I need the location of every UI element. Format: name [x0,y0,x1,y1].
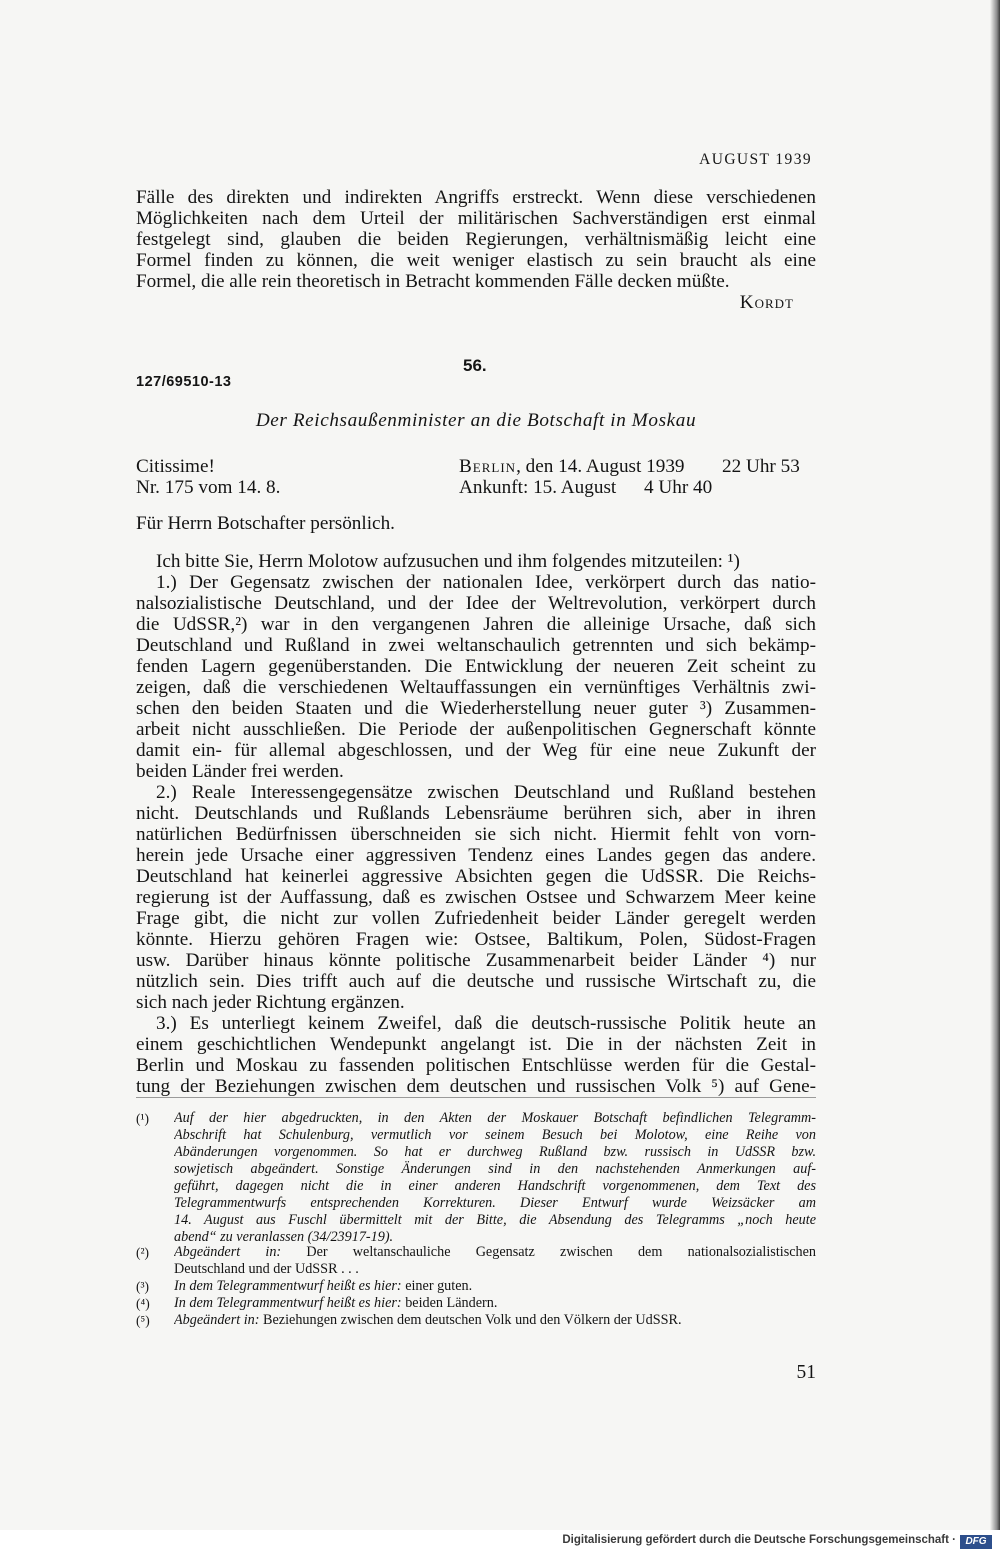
footnote-text: Der weltanschauliche Gegensatz zwischen dem nationalsozialistischen [281,1244,816,1260]
footnote-2 [136,1244,816,1278]
salutation: Für Herrn Botschafter persönlich. [136,513,395,534]
text-line: einem geschichtlichen Wendepunkt angelangt ist. Die in der nächsten Zeit in [136,1034,816,1055]
text-line: 1.) Der Gegensatz zwischen der nationalen Idee, verkörpert durch das natio- [156,572,816,593]
received-time: 4 Uhr 40 [644,477,713,498]
text-line: tung der Beziehungen zwischen dem deutschen und russischen Volk ⁵) auf Gene- [136,1076,816,1097]
footnote-line: Telegrammentwurfs entsprechenden Korrekturen. Dieser Entwurf wurde Weizsäcker am [174,1195,816,1211]
text-line: sich nach jeder Richtung ergänzen. [136,992,405,1013]
text-line: Deutschland hat keinerlei aggressive Absichten gegen die UdSSR. Die Reichs- [136,866,816,887]
text-line: fenden Lagern gegenüberstanden. Die Entwicklung der neueren Zeit scheint zu [136,656,816,677]
text-line: Fälle des direkten und indirekten Angriffs erstreckt. Wenn diese verschiedenen [136,187,816,208]
footnote-line: Abschrift hat Schulenburg, vermutlich vor seinem Besuch bei Molotow, eine Reihe von [174,1127,816,1143]
footnote-number: (⁵) [136,1313,150,1328]
telegram-body [136,551,816,1097]
footnote-line: geführt, dagegen nicht die in einer anderen Handschrift vorgenommenen, dem Text des [174,1178,816,1194]
priority-mark: Citissime! [136,456,215,477]
footnote-line [174,1312,816,1329]
running-head: AUGUST 1939 [699,151,812,168]
footnote-line: sowjetisch abgeändert. Sonstige Änderungen sind in den nachstehenden Anmerkungen auf- [174,1161,816,1177]
footnote-line: Abänderungen vorgenommen. So hat er durchweg Rußland bzw. russisch in UdSSR bzw. [174,1144,816,1160]
footnote-label: Abgeändert in: [174,1244,282,1260]
text-line: damit ein- für allemal abgeschlossen, und der Weg für eine neue Zukunft der [136,740,816,761]
footnote-number: (¹) [136,1111,150,1126]
text-line: schen den beiden Staaten und die Wiederherstellung neuer guter ³) Zusammen- [136,698,816,719]
footnote-line: 14. August aus Fuschl übermittelt mit der Bitte, die Absendung des Telegramms „noch heute [174,1212,816,1228]
text-line: Möglichkeiten nach dem Urteil der militärischen Sachverständigen erst einmal [136,208,816,229]
file-reference: 127/69510-13 [136,374,232,390]
document-title: Der Reichsaußenminister an die Botschaft in Moskau [255,410,697,431]
footnote-label: In dem Telegrammentwurf heißt es hier: [174,1278,402,1294]
text-line: natürlichen Bedürfnissen überschneiden sie sich nicht. Hiermit fehlt von vorn- [136,824,816,845]
page-edge-shadow [990,0,1000,1530]
text-line: Ich bitte Sie, Herrn Molotow aufzusuchen und ihm folgendes mitzuteilen: ¹) [156,551,740,572]
footnote-5 [136,1312,816,1329]
credit-text: Digitalisierung gefördert durch die Deutsche Forschungsgemeinschaft · [562,1534,956,1546]
sent-date [459,456,685,477]
text-line: beiden Länder frei werden. [136,761,344,782]
text-line: nützlich sein. Dies trifft auch auf die deutsche und russische Wirtschaft zu, die [136,971,816,992]
text-line: Formel, die alle rein theoretisch in Betracht kommenden Fälle decken müßte. [136,271,730,292]
footnote-label: Abgeändert in: [174,1312,260,1328]
text-line: könnte. Hierzu gehören Fragen wie: Ostsee, Baltikum, Polen, Südost-Fragen [136,929,816,950]
sent-time: 22 Uhr 53 [722,456,800,477]
text-line: regierung ist der Auffassung, daß es zwischen Ostsee und Schwarzem Meer keine [136,887,816,908]
dfg-logo: DFG [960,1535,992,1549]
footnote-number: (³) [136,1279,150,1294]
footnote-3 [136,1278,816,1295]
page-number: 51 [796,1362,816,1383]
footnote-text: beiden Ländern. [401,1295,498,1311]
footnote-line: abend“ zu veranlassen (34/23917-19). [174,1229,394,1245]
text-line: zeigen, daß die verschiedenen Weltauffassungen ein vernünftiges Verhältnis zwi- [136,677,816,698]
intro-paragraph [136,187,816,292]
footnote-divider [136,1097,816,1098]
text-line: nicht. Deutschlands und Rußlands Lebensräume berühren sich, aber in ihren [136,803,816,824]
text-line: usw. Darüber hinaus könnte politische Zusammenarbeit beider Länder ⁴) nur [136,950,816,971]
footnote-label: In dem Telegrammentwurf heißt es hier: [174,1295,402,1311]
text-line: Formel finden zu können, die weit weniger elastisch zu sein braucht als eine [136,250,816,271]
footnote-4 [136,1295,816,1312]
footnote-line: Deutschland und der UdSSR . . . [174,1261,359,1277]
footnote-text: einer guten. [401,1278,473,1294]
footnote-number: (²) [136,1245,150,1260]
received-date: Ankunft: 15. August [459,477,617,498]
digitization-credit [0,1530,1000,1554]
footnote-line [174,1244,816,1261]
text-line: arbeit nicht ausschließen. Die Periode der außenpolitischen Gegnerschaft könnte [136,719,816,740]
text-line: die UdSSR,²) war in den vergangenen Jahren die alleinige Ursache, daß sich [136,614,816,635]
sent-city: Berlin [459,456,517,477]
text-line: 2.) Reale Interessengegensätze zwischen Deutschland und Rußland bestehen [156,782,816,803]
text-line: Deutschland und Rußland in zwei weltanschaulich getrennten und sich bekämp- [136,635,816,656]
text-line: festgelegt sind, glauben die beiden Regierungen, verhältnismäßig leicht eine [136,229,816,250]
footnote-number: (⁴) [136,1296,150,1311]
text-line: herein jede Ursache einer aggressiven Tendenz eines Landes gegen das andere. [136,845,816,866]
sent-date-text: , den 14. August 1939 [516,456,685,477]
footnote-line [174,1295,816,1312]
signature: Kordt [739,292,794,313]
text-line: Frage gibt, die nicht zur vollen Zufriedenheit beider Länder geregelt werden [136,908,816,929]
telegram-number: Nr. 175 vom 14. 8. [136,477,281,498]
footnote-text: Beziehungen zwischen dem deutschen Volk und den Völkern der UdSSR. [259,1312,682,1328]
document-number: 56. [463,356,487,375]
footnote-1 [136,1110,816,1246]
text-line: Berlin und Moskau zu fassenden politischen Entschlüsse werden für die Gestal- [136,1055,816,1076]
text-line: nalsozialistische Deutschland, und der Idee der Weltrevolution, verkörpert durch [136,593,816,614]
text-line: 3.) Es unterliegt keinem Zweifel, daß die deutsch-russische Politik heute an [156,1013,816,1034]
footnote-line: Auf der hier abgedruckten, in den Akten der Moskauer Botschaft befindlichen Telegramm- [174,1110,816,1126]
footnote-line [174,1278,816,1295]
